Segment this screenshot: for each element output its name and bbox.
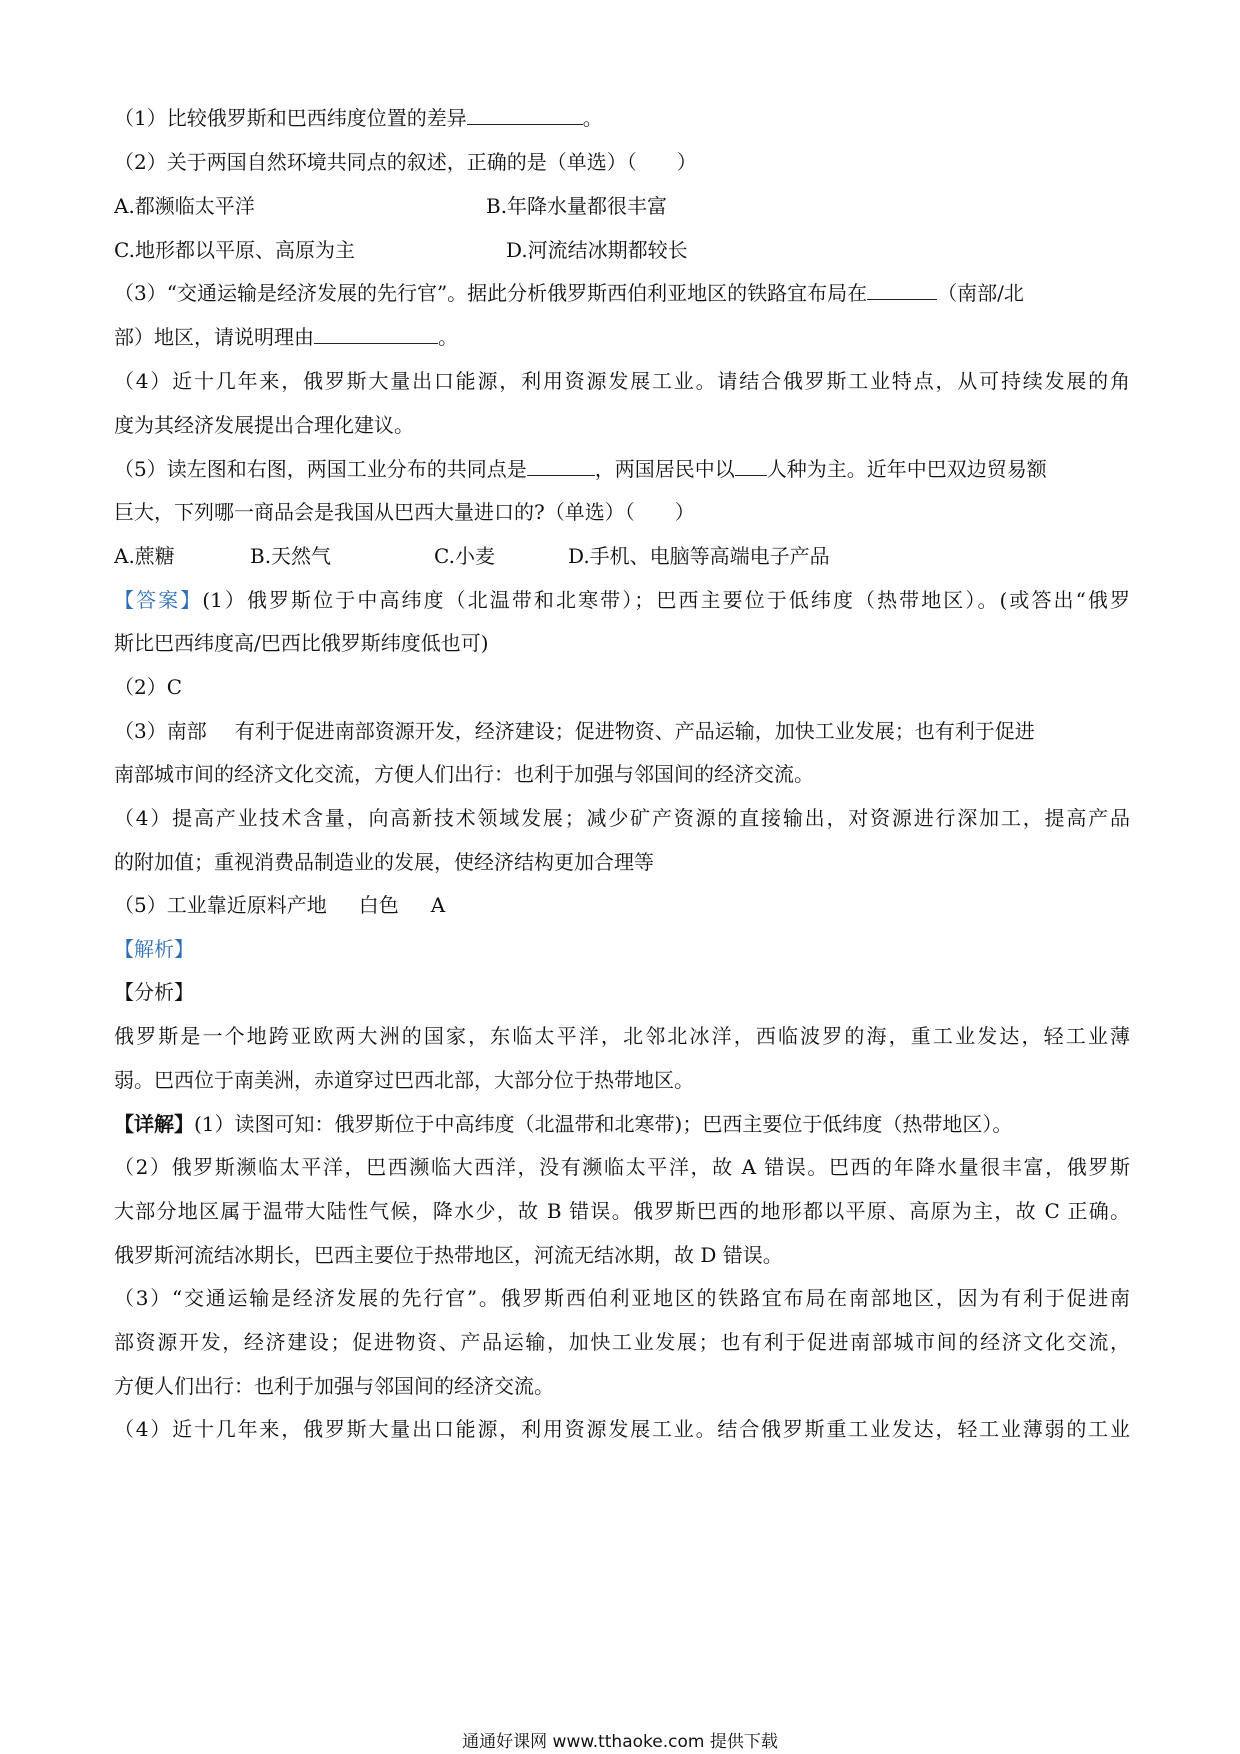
- fenxi-tag: 【分析】: [114, 980, 194, 1004]
- detail-4-line-1: （4）近十几年来，俄罗斯大量出口能源，利用资源发展工业。结合俄罗斯重工业发达，轻工业薄弱的工业: [114, 1417, 1130, 1441]
- option-c: C.小麦: [434, 544, 495, 568]
- answer-1-line-2: 斯比巴西纬度高/巴西比俄罗斯纬度低也可): [114, 631, 489, 655]
- question-5-line-2: 巨大，下列哪一商品会是我国从巴西大量进口的?（单选）（ ）: [114, 500, 695, 524]
- question-3-line-1: [114, 273, 1130, 313]
- detail-2-line-2: 大部分地区属于温带大陆性气候，降水少，故 B 错误。俄罗斯巴西的地形都以平原、高原为主，故 C 正确。: [114, 1199, 1130, 1223]
- answer-3-label: （3）南部: [114, 719, 207, 743]
- question-2-options-row-2: [114, 230, 1130, 270]
- answer-4-line-2: 的附加值；重视消费品制造业的发展，使经济结构更加合理等: [114, 850, 654, 874]
- question-5-text: （5）读左图和右图，两国工业分布的共同点是: [114, 457, 527, 481]
- answer-5-part-3: A: [430, 893, 446, 917]
- punctuation: 。: [582, 106, 603, 130]
- question-4-line-1: （4）近十几年来，俄罗斯大量出口能源，利用资源发展工业。请结合俄罗斯工业特点，从可持续发展的角: [114, 369, 1130, 393]
- option-b: B.天然气: [250, 544, 332, 568]
- question-4-line-2: 度为其经济发展提出合理化建议。: [114, 413, 414, 437]
- page-footer: 通通好课网 www.tthaoke.com 提供下载: [462, 1732, 778, 1752]
- question-2: （2）关于两国自然环境共同点的叙述，正确的是（单选）（ ）: [114, 150, 697, 174]
- answer-blank: [314, 317, 438, 344]
- option-a: A.都濒临太平洋: [114, 194, 255, 218]
- answer-5-part-1: （5）工业靠近原料产地: [114, 893, 327, 917]
- question-1-text: （1）比较俄罗斯和巴西纬度位置的差异: [114, 106, 467, 130]
- answer-line-1: [114, 580, 1130, 620]
- question-2-options-row-1: [114, 186, 1130, 226]
- question-3-text: 部）地区，请说明理由: [114, 325, 314, 349]
- option-d: D.河流结冰期都较长: [506, 238, 688, 262]
- answer-5-part-2: 白色: [358, 893, 399, 917]
- option-b: B.年降水量都很丰富: [486, 194, 668, 218]
- question-3-line-2: [114, 317, 1130, 357]
- answer-blank: [527, 449, 595, 476]
- answer-1-text: (1）俄罗斯位于中高纬度（北温带和北寒带）；巴西主要位于低纬度（热带地区）。(或答出“俄罗: [202, 588, 1130, 612]
- fenxi-line-1: 俄罗斯是一个地跨亚欧两大洲的国家，东临太平洋，北邻北冰洋，西临波罗的海，重工业发达，轻工业薄: [114, 1024, 1130, 1048]
- detail-3-line-3: 方便人们出行：也利于加强与邻国间的经济交流。: [114, 1374, 554, 1398]
- answer-4-line-1: （4）提高产业技术含量，向高新技术领域发展；减少矿产资源的直接输出，对资源进行深加工，提高产品: [114, 806, 1130, 830]
- detail-2-line-3: 俄罗斯河流结冰期长，巴西主要位于热带地区，河流无结冰期，故 D 错误。: [114, 1243, 783, 1267]
- question-5-text-cont: ，两国居民中以: [594, 457, 735, 481]
- punctuation: 。: [438, 325, 458, 349]
- answer-3-text: 有利于促进南部资源开发，经济建设；促进物资、产品运输，加快工业发展；也有利于促进: [234, 719, 1035, 743]
- xiangjie-line-1: [114, 1104, 1130, 1144]
- option-d: D.手机、电脑等高端电子产品: [568, 544, 830, 568]
- fenxi-line-2: 弱。巴西位于南美洲，赤道穿过巴西北部，大部分位于热带地区。: [114, 1068, 694, 1092]
- analysis-tag: [114, 929, 1130, 969]
- answer-3-line-2: 南部城市间的经济文化交流，方便人们出行：也利于加强与邻国间的经济交流。: [114, 762, 814, 786]
- detail-3-line-1: （3）“交通运输是经济发展的先行官”。俄罗斯西伯利亚地区的铁路宜布局在南部地区，因为有利于促进南: [114, 1286, 1130, 1310]
- question-3-text: （3）“交通运输是经济发展的先行官”。据此分析俄罗斯西伯利亚地区的铁路宜布局在: [114, 281, 868, 305]
- answer-5: [114, 885, 1130, 925]
- question-1: [114, 98, 1130, 138]
- detail-2-line-1: （2）俄罗斯濒临太平洋，巴西濒临大西洋，没有濒临太平洋，故 A 错误。巴西的年降水量很丰富，俄罗斯: [114, 1155, 1130, 1179]
- answer-blank: [735, 449, 767, 476]
- xiangjie-tag: 【详解】: [114, 1112, 194, 1136]
- option-a: A.蔗糖: [114, 544, 175, 568]
- answer-tag: 【答案】: [114, 588, 203, 612]
- option-c: C.地形都以平原、高原为主: [114, 238, 355, 262]
- detail-1-text: (1）读图可知：俄罗斯位于中高纬度（北温带和北寒带)；巴西主要位于低纬度（热带地区）。: [194, 1112, 1013, 1136]
- question-5-text-cont: 人种为主。近年中巴双边贸易额: [766, 457, 1047, 481]
- answer-2: （2）C: [114, 675, 183, 699]
- question-5-line-1: [114, 449, 1130, 489]
- detail-3-line-2: 部资源开发，经济建设；促进物资、产品运输，加快工业发展；也有利于促进南部城市间的经济文化交流，: [114, 1330, 1130, 1354]
- question-5-options: [114, 536, 1130, 576]
- question-3-text-cont: （南部/北: [937, 281, 1024, 305]
- answer-blank: [467, 98, 583, 125]
- analysis-tag-text: 【解析】: [114, 937, 194, 961]
- answer-3-line-1: [114, 711, 1130, 751]
- answer-blank: [867, 273, 937, 300]
